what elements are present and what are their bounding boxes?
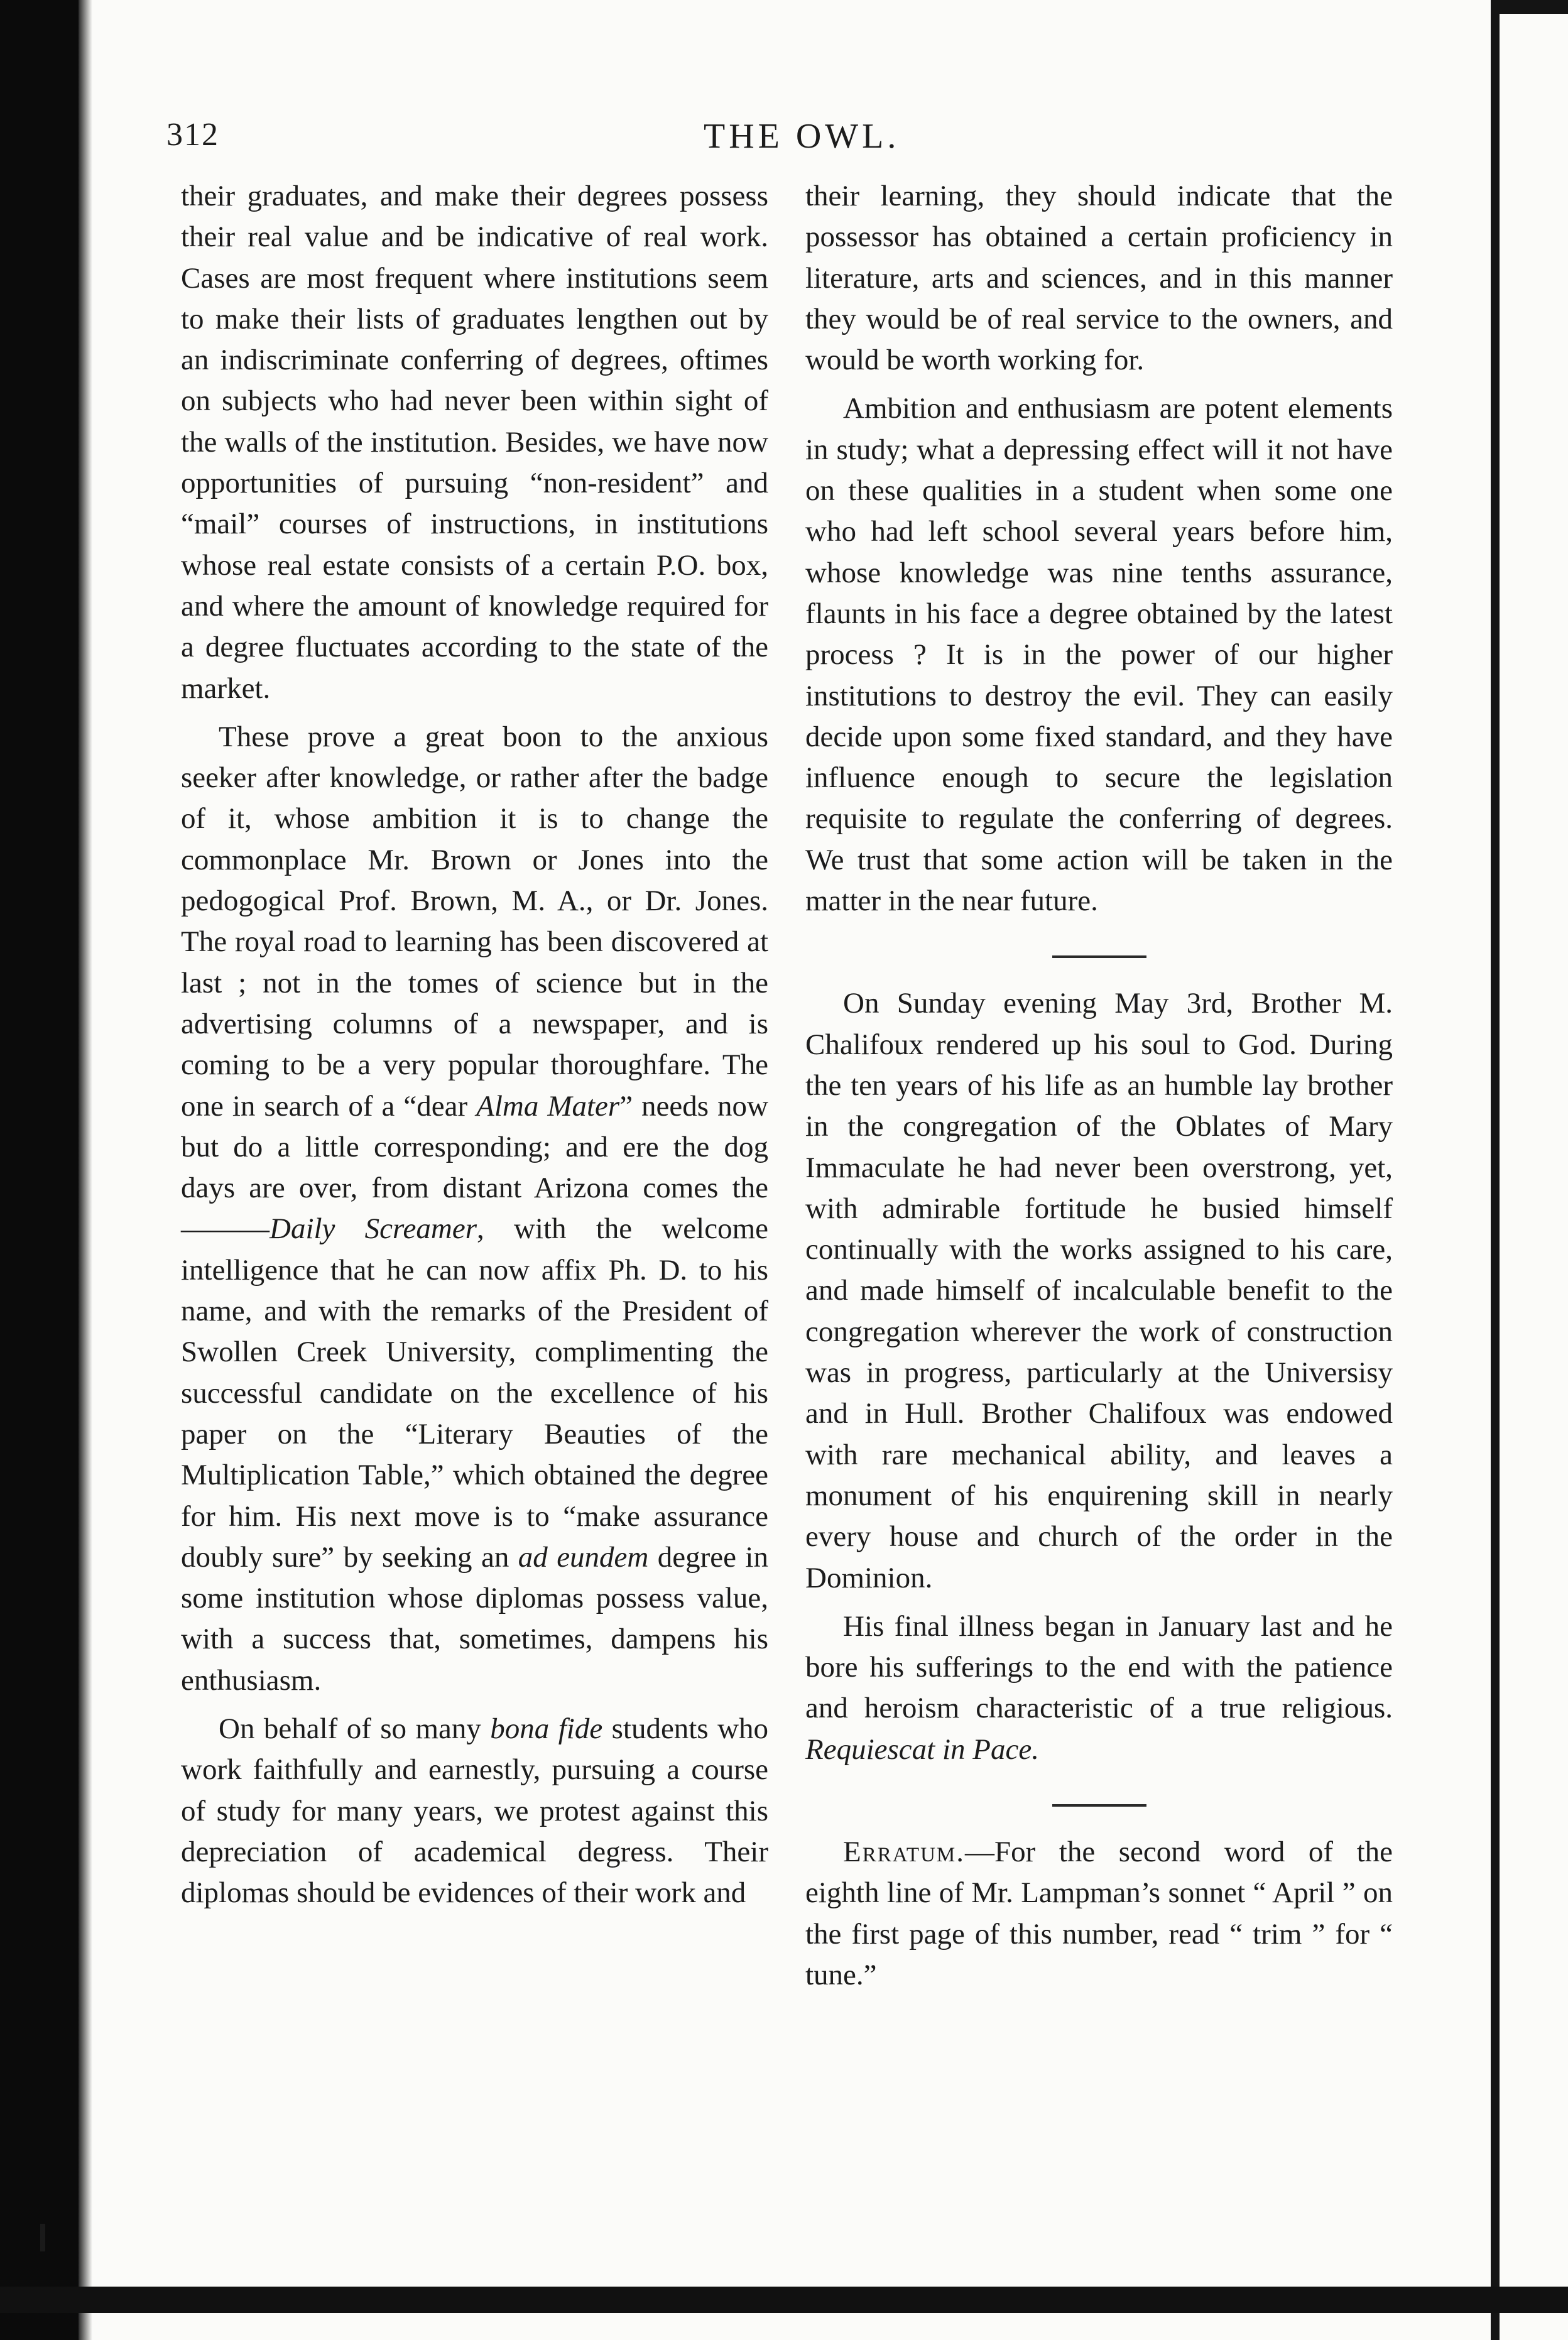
running-title: THE OWL. — [704, 117, 900, 156]
obituary-closing-text: His final illness began in January last and he bore his sufferings to the end with the patience and heroism characteristic of a true religious. — [805, 1609, 1393, 1725]
left-p3-text-a: On behalf of so many — [219, 1712, 491, 1745]
left-paragraph-3 — [181, 1709, 768, 1913]
binding-shadow — [0, 0, 82, 2340]
erratum-paragraph — [805, 1832, 1393, 1996]
left-p2-text-d: degree in some institution whose diplomas possess value, with a success that, sometimes, dampens his enthusiasm. — [181, 1540, 768, 1697]
left-p2-text-a: These prove a great boon to the anxious seeker after knowledge, or rather after the badge of it, whose ambition it is to change the commonplace Mr. Brown or Jones into the pedogogical Prof. Brown, M. A., or Dr. Jones. The royal road to learning has been discovered at last ; not in the tomes of science but in the advertising columns of a newspaper, and is coming to be a very popular thoroughfare. The one in search of a “dear — [181, 720, 768, 1123]
section-divider — [1052, 955, 1146, 958]
left-p2-text-b: ” needs now but do a little corresponding; and ere the dog days are over, from distant Arizona comes the——— — [181, 1089, 768, 1246]
right-paragraph-1: their learning, they should indicate that the possessor has obtained a certain proficiency in literature, arts and sciences, and in this manner they would be of real service to the owners, and would be worth working for. — [805, 180, 1393, 377]
section-divider-2 — [1052, 1804, 1146, 1807]
right-column — [805, 176, 1393, 1996]
alma-mater-italic: Alma Mater — [476, 1089, 620, 1123]
top-right-edge — [1491, 0, 1568, 14]
ad-eundem-italic: ad eundem — [518, 1540, 649, 1574]
left-p3-text-b: students who work faithfully and earnestly, pursuing a course of study for many years, we protest against this depreciation of academical degress. Their diplomas should be evidences of their work and — [181, 1712, 769, 1910]
binding-gradient — [79, 0, 92, 2340]
left-p2-text-c: , with the welcome intelligence that he can now affix Ph. D. to his name, and with the remarks of the President of Swollen Creek University, complimenting the successful candidate on the excellence of his paper on the “Literary Beauties of the Multiplication Table,” which obtained the degree for him. His next move is to “make assurance doubly sure” by seeking an — [181, 1212, 769, 1574]
erratum-label: Erratum. — [843, 1835, 965, 1868]
obituary-paragraph: On Sunday evening May 3rd, Brother M. Chalifoux rendered up his soul to God. During the ten years of his life as an humble lay brother in the congregation of the Oblates of Mary Immaculate he had never been overstrong, yet, with admirable fortitude he busied himself continually with the works assigned to his care, and made himself of incalculable benefit to the congregation wherever the work of construction was in progress, particularly at the Universisy and in Hull. Brother Chalifoux was endowed with rare mechanical ability, and leaves a monument of his enquirening skill in nearly every house and church of the order in the Dominion. — [805, 987, 1393, 1594]
bona-fide-italic: bona fide — [490, 1712, 603, 1745]
scan-mark — [40, 2224, 45, 2251]
left-paragraph-2 — [181, 717, 768, 1701]
right-page-edge — [1491, 0, 1500, 2340]
requiescat-italic: Requiescat in Pace. — [805, 1733, 1039, 1766]
page-number: 312 — [166, 117, 219, 153]
erratum-text: —For the second word of the eighth line of Mr. Lampman’s sonnet “ April ” on the first page of this number, read “ trim ” for “ tune.” — [805, 1835, 1393, 1991]
right-paragraph-2: Ambition and enthusiasm are potent elements in study; what a depressing effect will it not have on these qualities in a student when some one who had left school several years before him, whose knowledge was nine tenths assurance, flaunts in his face a degree obtained by the latest process ? It is in the power of our higher institutions to destroy the evil. They can easily decide upon some fixed standard, and they have influence enough to secure the legislation requisite to regulate the conferring of degrees. We trust that some action will be taken in the matter in the near future. — [805, 392, 1393, 918]
bottom-page-edge — [0, 2287, 1568, 2313]
obituary-closing — [805, 1606, 1393, 1770]
left-paragraph-1: their graduates, and make their degrees possess their real value and be indicative of real work. Cases are most frequent where institutions seem to make their lists of graduates lengthen out by an indiscriminate conferring of degrees, oftimes on subjects who had never been within sight of the walls of the institution. Besides, we have now opportunities of pursuing “non-resident” and “mail” courses of instructions, in institutions whose real estate consists of a certain P.O. box, and where the amount of knowledge required for a degree fluctuates according to the state of the market. — [181, 180, 768, 705]
left-column — [181, 176, 768, 1913]
daily-screamer-italic: Daily Screamer — [270, 1212, 477, 1246]
